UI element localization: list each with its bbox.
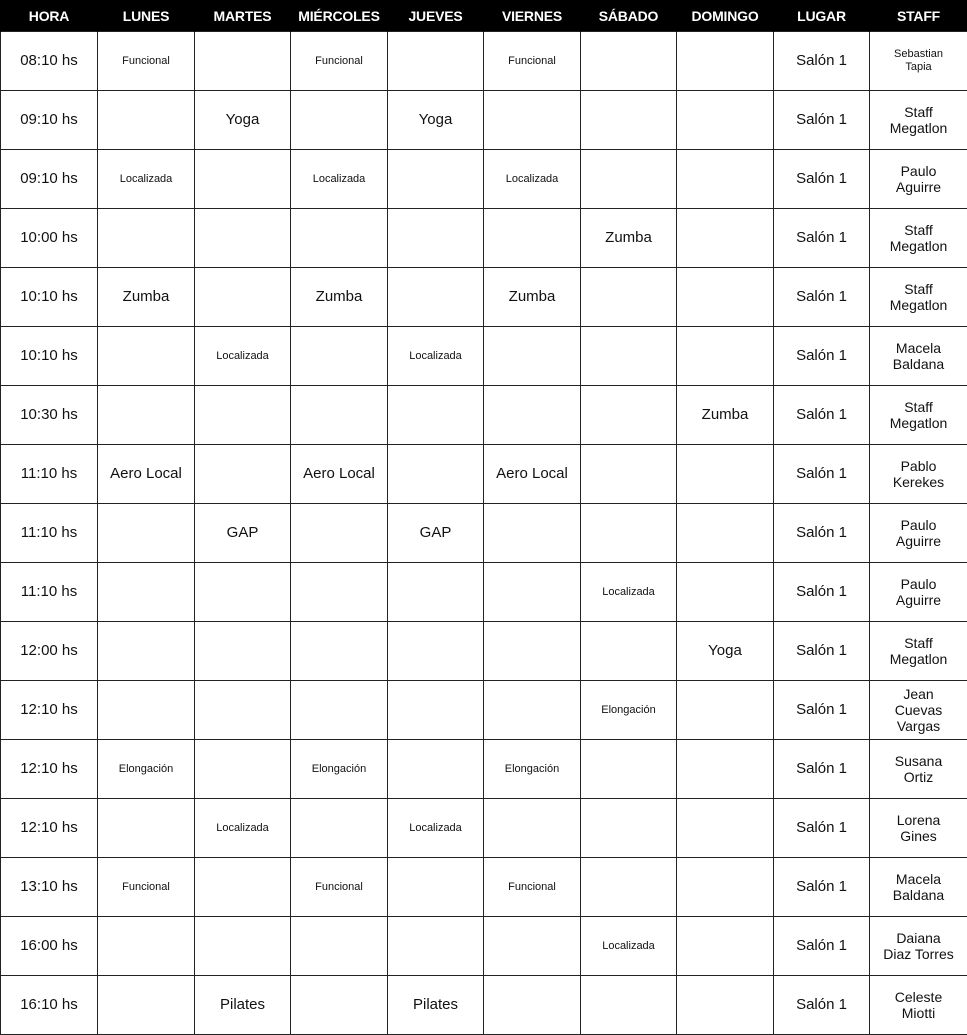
class-cell-jueves — [388, 150, 484, 209]
lugar-cell: Salón 1 — [774, 622, 870, 681]
header-martes: MARTES — [195, 0, 291, 32]
staff-name-line: Daiana — [872, 930, 965, 946]
class-cell-martes — [195, 268, 291, 327]
staff-cell — [870, 799, 967, 858]
class-cell-domingo: Zumba — [677, 386, 774, 445]
class-cell-viernes — [484, 504, 581, 563]
class-cell-viernes — [484, 976, 581, 1035]
class-cell-domingo — [677, 504, 774, 563]
class-cell-martes — [195, 445, 291, 504]
lugar-cell: Salón 1 — [774, 681, 870, 740]
class-cell-domingo — [677, 445, 774, 504]
class-cell-lunes — [98, 563, 195, 622]
class-cell-domingo — [677, 268, 774, 327]
header-staff: STAFF — [870, 0, 967, 32]
class-cell-miercoles: Localizada — [291, 150, 388, 209]
class-cell-jueves: Localizada — [388, 327, 484, 386]
class-cell-domingo — [677, 799, 774, 858]
class-cell-jueves — [388, 32, 484, 91]
class-cell-sabado — [581, 858, 677, 917]
class-cell-jueves — [388, 209, 484, 268]
staff-cell — [870, 504, 967, 563]
hora-cell: 12:10 hs — [1, 681, 98, 740]
hora-cell: 10:10 hs — [1, 268, 98, 327]
staff-name-line: Macela — [872, 871, 965, 887]
staff-name-line: Staff — [872, 222, 965, 238]
hora-cell: 16:10 hs — [1, 976, 98, 1035]
staff-name-line: Tapia — [872, 61, 965, 74]
staff-cell — [870, 858, 967, 917]
header-lugar: LUGAR — [774, 0, 870, 32]
hora-cell: 10:00 hs — [1, 209, 98, 268]
class-cell-lunes — [98, 976, 195, 1035]
class-cell-viernes — [484, 681, 581, 740]
class-cell-martes — [195, 681, 291, 740]
class-cell-sabado — [581, 504, 677, 563]
staff-name-line: Kerekes — [872, 474, 965, 490]
lugar-cell: Salón 1 — [774, 91, 870, 150]
schedule-row — [1, 268, 967, 327]
class-cell-lunes — [98, 917, 195, 976]
schedule-row — [1, 740, 967, 799]
class-cell-sabado — [581, 150, 677, 209]
class-cell-martes — [195, 150, 291, 209]
class-cell-martes: Localizada — [195, 799, 291, 858]
class-cell-viernes — [484, 622, 581, 681]
schedule-row — [1, 91, 967, 150]
staff-name-line: Diaz Torres — [872, 946, 965, 962]
staff-cell — [870, 740, 967, 799]
staff-cell — [870, 268, 967, 327]
class-cell-miercoles: Elongación — [291, 740, 388, 799]
hora-cell: 09:10 hs — [1, 150, 98, 209]
class-cell-domingo — [677, 327, 774, 386]
class-cell-sabado — [581, 622, 677, 681]
class-cell-jueves — [388, 386, 484, 445]
class-cell-lunes — [98, 327, 195, 386]
staff-name-line: Gines — [872, 828, 965, 844]
staff-name-line: Jean — [872, 686, 965, 702]
staff-cell — [870, 563, 967, 622]
class-cell-sabado: Zumba — [581, 209, 677, 268]
lugar-cell: Salón 1 — [774, 445, 870, 504]
staff-cell — [870, 327, 967, 386]
staff-name-line: Vargas — [872, 718, 965, 734]
class-cell-domingo — [677, 209, 774, 268]
header-sabado: SÁBADO — [581, 0, 677, 32]
staff-cell — [870, 91, 967, 150]
class-cell-miercoles: Funcional — [291, 858, 388, 917]
schedule-row — [1, 209, 967, 268]
class-cell-jueves — [388, 268, 484, 327]
class-cell-domingo — [677, 32, 774, 91]
staff-name-line: Sebastian — [872, 48, 965, 61]
class-cell-miercoles — [291, 327, 388, 386]
staff-name-line: Staff — [872, 399, 965, 415]
lugar-cell: Salón 1 — [774, 563, 870, 622]
class-cell-jueves — [388, 917, 484, 976]
staff-name-line: Paulo — [872, 576, 965, 592]
class-cell-lunes — [98, 622, 195, 681]
schedule-row — [1, 386, 967, 445]
staff-name-line: Ortiz — [872, 769, 965, 785]
lugar-cell: Salón 1 — [774, 917, 870, 976]
class-cell-sabado — [581, 327, 677, 386]
class-cell-sabado: Elongación — [581, 681, 677, 740]
class-cell-viernes — [484, 917, 581, 976]
staff-name-line: Lorena — [872, 812, 965, 828]
class-cell-domingo — [677, 563, 774, 622]
staff-name-line: Megatlon — [872, 120, 965, 136]
staff-cell — [870, 976, 967, 1035]
class-cell-viernes — [484, 386, 581, 445]
class-cell-domingo — [677, 91, 774, 150]
class-cell-lunes: Elongación — [98, 740, 195, 799]
class-cell-miercoles — [291, 209, 388, 268]
class-cell-miercoles — [291, 976, 388, 1035]
staff-name-line: Cuevas — [872, 702, 965, 718]
class-cell-sabado — [581, 91, 677, 150]
schedule-row — [1, 917, 967, 976]
class-cell-viernes: Aero Local — [484, 445, 581, 504]
staff-cell — [870, 32, 967, 91]
lugar-cell: Salón 1 — [774, 209, 870, 268]
hora-cell: 10:30 hs — [1, 386, 98, 445]
lugar-cell: Salón 1 — [774, 32, 870, 91]
staff-name-line: Celeste — [872, 989, 965, 1005]
class-cell-lunes — [98, 209, 195, 268]
class-cell-lunes — [98, 91, 195, 150]
staff-name-line: Megatlon — [872, 651, 965, 667]
schedule-row — [1, 327, 967, 386]
class-cell-viernes — [484, 563, 581, 622]
hora-cell: 13:10 hs — [1, 858, 98, 917]
hora-cell: 08:10 hs — [1, 32, 98, 91]
staff-cell — [870, 681, 967, 740]
class-cell-miercoles — [291, 622, 388, 681]
hora-cell: 12:00 hs — [1, 622, 98, 681]
staff-cell — [870, 386, 967, 445]
staff-name-line: Megatlon — [872, 238, 965, 254]
header-row — [1, 0, 967, 32]
schedule-row — [1, 858, 967, 917]
class-cell-sabado — [581, 445, 677, 504]
class-cell-sabado — [581, 268, 677, 327]
staff-cell — [870, 209, 967, 268]
class-cell-domingo — [677, 681, 774, 740]
header-hora: HORA — [1, 0, 98, 32]
class-cell-domingo — [677, 917, 774, 976]
class-cell-domingo — [677, 976, 774, 1035]
class-cell-lunes — [98, 799, 195, 858]
class-cell-viernes — [484, 799, 581, 858]
class-cell-jueves: GAP — [388, 504, 484, 563]
staff-name-line: Macela — [872, 340, 965, 356]
class-cell-miercoles — [291, 681, 388, 740]
schedule-body — [1, 32, 967, 1035]
class-cell-martes — [195, 622, 291, 681]
class-cell-sabado — [581, 32, 677, 91]
class-cell-miercoles: Zumba — [291, 268, 388, 327]
class-cell-sabado — [581, 976, 677, 1035]
staff-cell — [870, 622, 967, 681]
class-cell-martes — [195, 917, 291, 976]
class-cell-jueves — [388, 681, 484, 740]
class-cell-jueves — [388, 622, 484, 681]
class-cell-sabado — [581, 799, 677, 858]
hora-cell: 16:00 hs — [1, 917, 98, 976]
header-viernes: VIERNES — [484, 0, 581, 32]
class-cell-lunes — [98, 504, 195, 563]
class-cell-martes — [195, 563, 291, 622]
class-cell-viernes — [484, 91, 581, 150]
class-cell-domingo — [677, 150, 774, 209]
lugar-cell: Salón 1 — [774, 150, 870, 209]
staff-name-line: Megatlon — [872, 415, 965, 431]
staff-name-line: Aguirre — [872, 533, 965, 549]
hora-cell: 12:10 hs — [1, 799, 98, 858]
class-cell-viernes: Funcional — [484, 32, 581, 91]
schedule-row — [1, 799, 967, 858]
staff-name-line: Staff — [872, 104, 965, 120]
class-cell-miercoles — [291, 91, 388, 150]
class-cell-jueves — [388, 445, 484, 504]
staff-name-line: Staff — [872, 281, 965, 297]
class-cell-miercoles — [291, 504, 388, 563]
lugar-cell: Salón 1 — [774, 268, 870, 327]
header-jueves: JUEVES — [388, 0, 484, 32]
class-cell-domingo — [677, 740, 774, 799]
class-cell-viernes: Zumba — [484, 268, 581, 327]
class-cell-martes — [195, 32, 291, 91]
schedule-row — [1, 563, 967, 622]
class-cell-miercoles — [291, 917, 388, 976]
schedule-row — [1, 681, 967, 740]
schedule-row — [1, 150, 967, 209]
header-domingo: DOMINGO — [677, 0, 774, 32]
header-miercoles: MIÉRCOLES — [291, 0, 388, 32]
staff-cell — [870, 445, 967, 504]
lugar-cell: Salón 1 — [774, 504, 870, 563]
class-cell-martes: Localizada — [195, 327, 291, 386]
header-lunes: LUNES — [98, 0, 195, 32]
class-cell-sabado: Localizada — [581, 917, 677, 976]
class-cell-viernes: Funcional — [484, 858, 581, 917]
class-cell-sabado — [581, 386, 677, 445]
schedule-row — [1, 976, 967, 1035]
class-cell-martes: Pilates — [195, 976, 291, 1035]
staff-name-line: Staff — [872, 635, 965, 651]
class-cell-domingo: Yoga — [677, 622, 774, 681]
class-cell-lunes — [98, 681, 195, 740]
class-cell-miercoles — [291, 386, 388, 445]
class-cell-viernes: Elongación — [484, 740, 581, 799]
class-cell-martes — [195, 740, 291, 799]
class-cell-martes: GAP — [195, 504, 291, 563]
hora-cell: 11:10 hs — [1, 445, 98, 504]
class-cell-sabado — [581, 740, 677, 799]
class-cell-lunes: Localizada — [98, 150, 195, 209]
class-cell-jueves: Localizada — [388, 799, 484, 858]
hora-cell: 11:10 hs — [1, 563, 98, 622]
lugar-cell: Salón 1 — [774, 327, 870, 386]
class-cell-jueves — [388, 740, 484, 799]
staff-name-line: Baldana — [872, 356, 965, 372]
class-cell-miercoles: Funcional — [291, 32, 388, 91]
class-cell-jueves — [388, 858, 484, 917]
class-cell-lunes: Zumba — [98, 268, 195, 327]
class-cell-domingo — [677, 858, 774, 917]
class-cell-martes: Yoga — [195, 91, 291, 150]
class-cell-martes — [195, 858, 291, 917]
class-cell-jueves — [388, 563, 484, 622]
class-cell-martes — [195, 209, 291, 268]
class-cell-martes — [195, 386, 291, 445]
staff-name-line: Aguirre — [872, 179, 965, 195]
staff-cell — [870, 917, 967, 976]
class-cell-sabado: Localizada — [581, 563, 677, 622]
class-cell-viernes — [484, 209, 581, 268]
hora-cell: 09:10 hs — [1, 91, 98, 150]
class-cell-lunes: Aero Local — [98, 445, 195, 504]
class-cell-lunes — [98, 386, 195, 445]
schedule-row — [1, 504, 967, 563]
class-cell-miercoles — [291, 563, 388, 622]
lugar-cell: Salón 1 — [774, 858, 870, 917]
class-cell-jueves: Pilates — [388, 976, 484, 1035]
class-cell-viernes: Localizada — [484, 150, 581, 209]
staff-name-line: Baldana — [872, 887, 965, 903]
staff-name-line: Paulo — [872, 517, 965, 533]
lugar-cell: Salón 1 — [774, 740, 870, 799]
schedule-row — [1, 32, 967, 91]
staff-name-line: Susana — [872, 753, 965, 769]
class-cell-lunes: Funcional — [98, 32, 195, 91]
class-cell-lunes: Funcional — [98, 858, 195, 917]
staff-name-line: Aguirre — [872, 592, 965, 608]
lugar-cell: Salón 1 — [774, 976, 870, 1035]
class-cell-viernes — [484, 327, 581, 386]
class-cell-miercoles — [291, 799, 388, 858]
class-cell-jueves: Yoga — [388, 91, 484, 150]
lugar-cell: Salón 1 — [774, 799, 870, 858]
hora-cell: 10:10 hs — [1, 327, 98, 386]
hora-cell: 12:10 hs — [1, 740, 98, 799]
class-cell-miercoles: Aero Local — [291, 445, 388, 504]
schedule-row — [1, 622, 967, 681]
lugar-cell: Salón 1 — [774, 386, 870, 445]
staff-cell — [870, 150, 967, 209]
staff-name-line: Megatlon — [872, 297, 965, 313]
schedule-row — [1, 445, 967, 504]
staff-name-line: Pablo — [872, 458, 965, 474]
hora-cell: 11:10 hs — [1, 504, 98, 563]
staff-name-line: Paulo — [872, 163, 965, 179]
staff-name-line: Miotti — [872, 1005, 965, 1021]
